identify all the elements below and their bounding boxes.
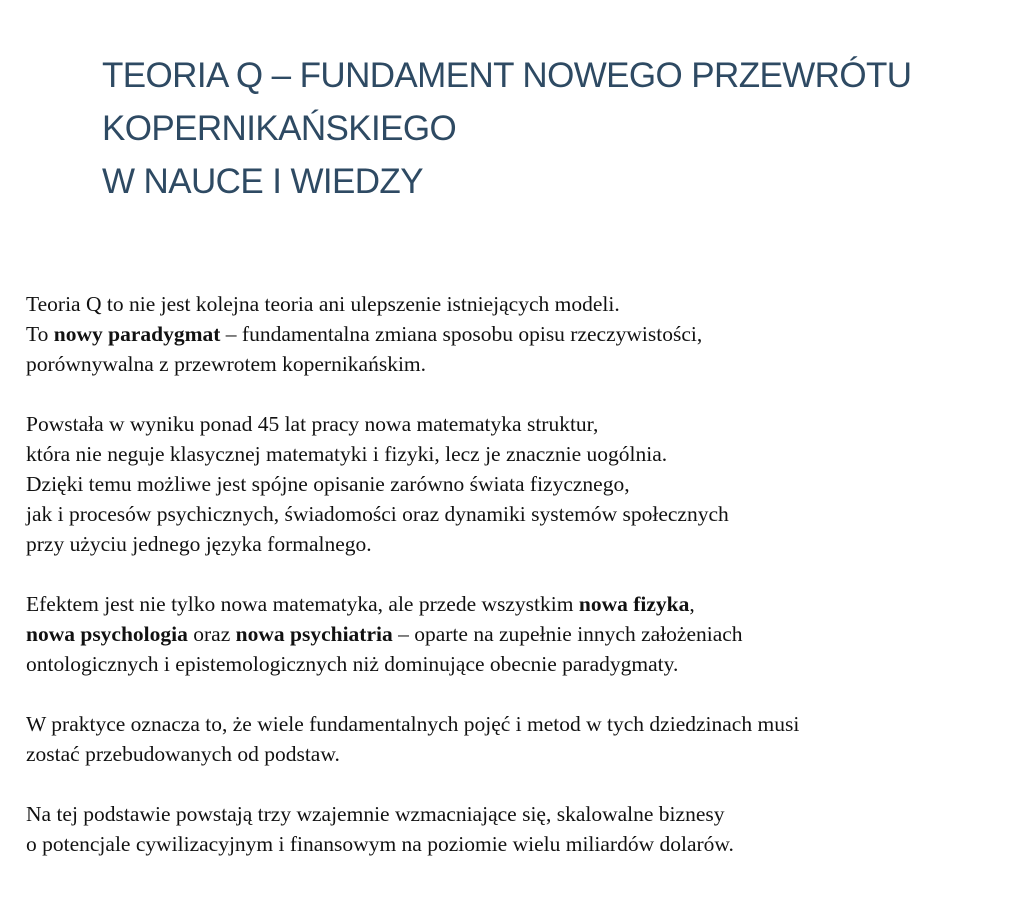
bold-term-new-psychology: nowa psychologia <box>26 622 188 646</box>
page-title <box>102 49 911 208</box>
text-run: oraz <box>187 622 236 646</box>
bold-term-new-paradigm: nowy paradygmat <box>53 322 221 346</box>
document-body <box>26 289 799 859</box>
paragraph-line: Teoria Q to nie jest kolejna teoria ani ulepszenie istniejących modeli. <box>26 292 620 316</box>
text-run: , <box>689 592 695 616</box>
paragraph-line: o potencjale cywilizacyjnym i finansowym na poziomie wielu miliardów dolarów. <box>26 832 734 856</box>
paragraph-line <box>26 589 799 619</box>
paragraph-line: zostać przebudowanych od podstaw. <box>26 742 340 766</box>
title-line-3: W NAUCE I WIEDZY <box>102 162 423 201</box>
paragraph-line: Na tej podstawie powstają trzy wzajemnie wzmacniające się, skalowalne biznesy <box>26 802 725 826</box>
text-run: Efektem jest nie tylko nowa matematyka, ale przede wszystkim <box>26 592 579 616</box>
paragraph-intro <box>26 289 799 379</box>
bold-term-new-psychiatry: nowa psychiatria <box>235 622 393 646</box>
paragraph-line <box>26 319 799 349</box>
paragraph-line: która nie neguje klasycznej matematyki i fizyki, lecz je znacznie uogólnia. <box>26 442 668 466</box>
paragraph-line: Powstała w wyniku ponad 45 lat pracy nowa matematyka struktur, <box>26 412 599 436</box>
bold-term-new-physics: nowa fizyka <box>578 592 690 616</box>
paragraph-line: porównywalna z przewrotem kopernikańskim. <box>26 352 427 376</box>
title-line-2: KOPERNIKAŃSKIEGO <box>102 109 457 148</box>
paragraph-practice <box>26 709 799 769</box>
paragraph-businesses <box>26 799 799 859</box>
paragraph-line: jak i procesów psychicznych, świadomości oraz dynamiki systemów społecznych <box>26 502 729 526</box>
text-run: – fundamentalna zmiana sposobu opisu rzeczywistości, <box>220 322 703 346</box>
text-run: – oparte na zupełnie innych założeniach <box>392 622 743 646</box>
paragraph-line: Dzięki temu możliwe jest spójne opisanie zarówno świata fizycznego, <box>26 472 630 496</box>
paragraph-line <box>26 619 799 649</box>
paragraph-origin <box>26 409 799 559</box>
title-line-1: TEORIA Q – FUNDAMENT NOWEGO PRZEWRÓTU <box>102 56 912 95</box>
paragraph-line: ontologicznych i epistemologicznych niż dominujące obecnie paradygmaty. <box>26 652 679 676</box>
text-run: To <box>26 322 54 346</box>
paragraph-line: W praktyce oznacza to, że wiele fundamentalnych pojęć i metod w tych dziedzinach musi <box>26 712 800 736</box>
paragraph-line: przy użyciu jednego języka formalnego. <box>26 532 372 556</box>
paragraph-effects <box>26 589 799 679</box>
